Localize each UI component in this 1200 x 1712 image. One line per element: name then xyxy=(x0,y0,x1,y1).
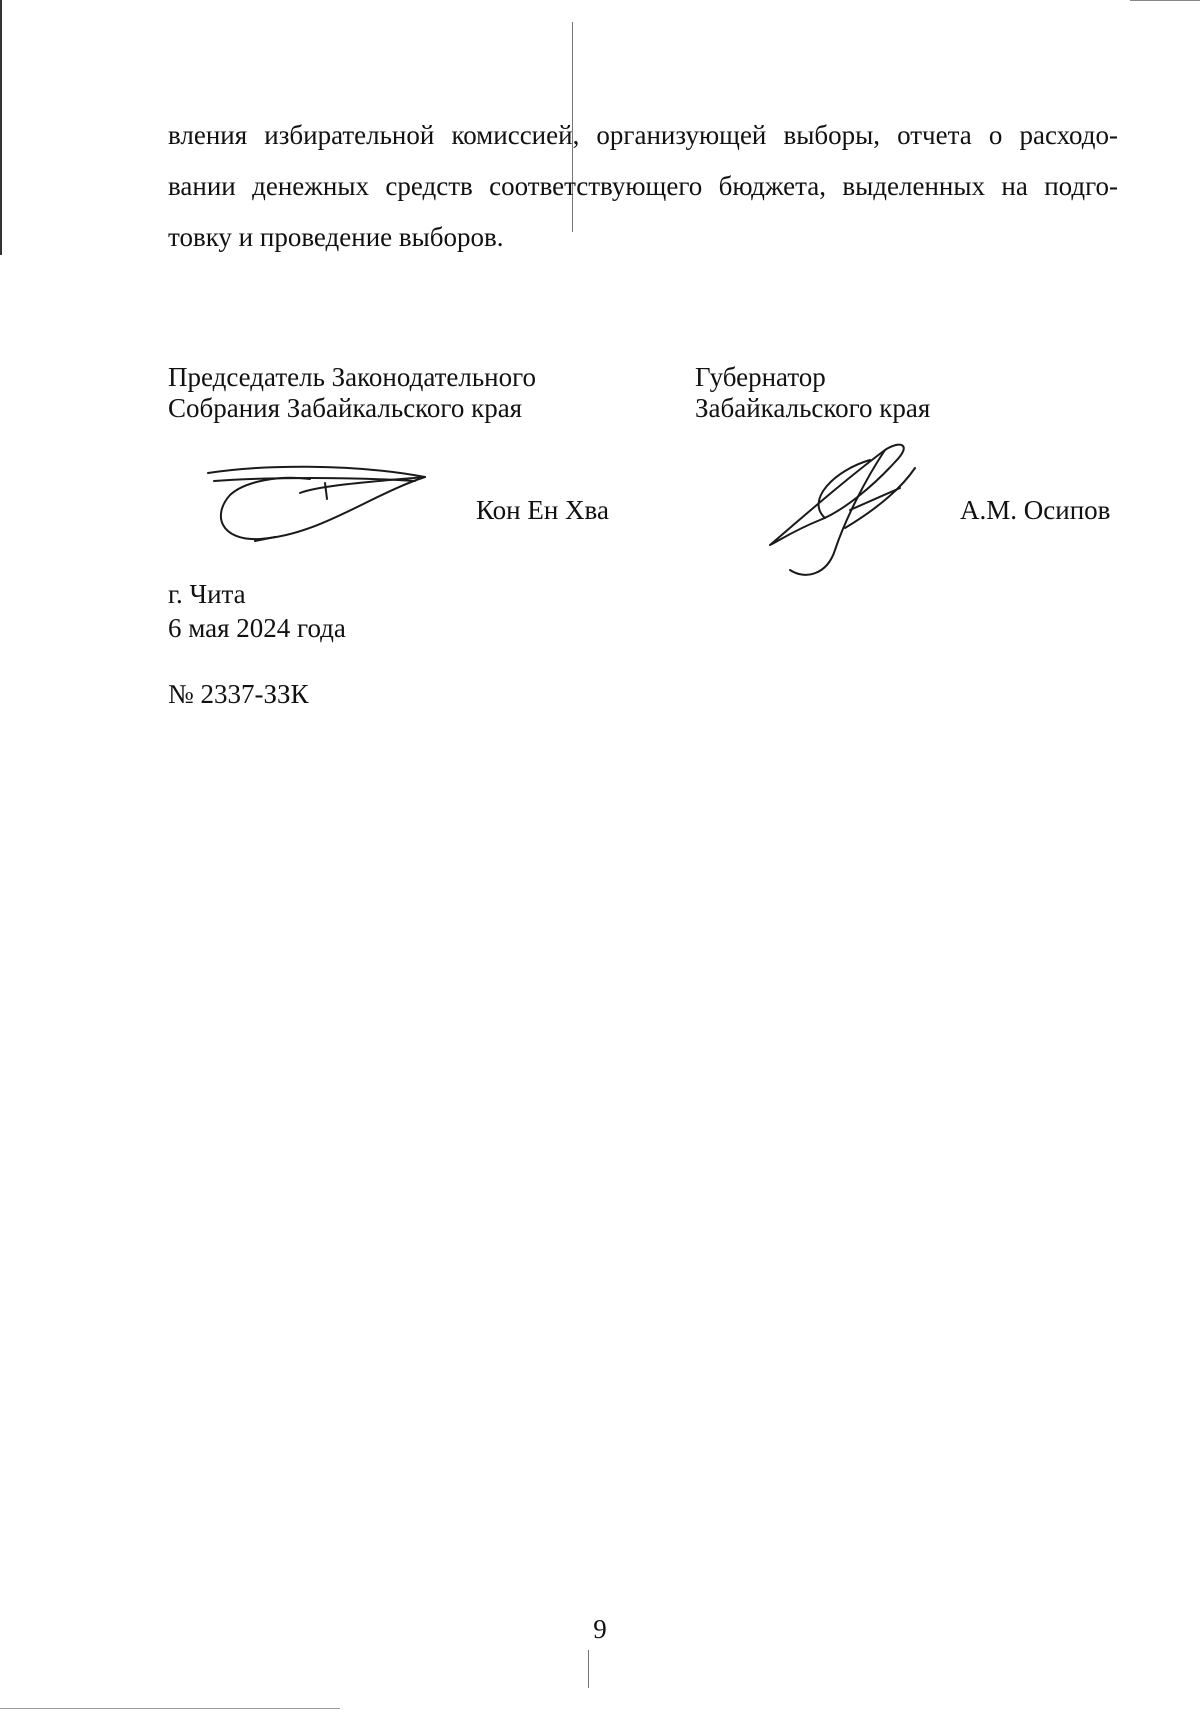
left-signatory-name: Кон Ен Хва xyxy=(476,495,609,525)
left-signatory-title-line1: Председатель Законодательного xyxy=(168,362,537,392)
body-line-2: вании денежных средств соответствующего бюджета, выделенных на подго- xyxy=(168,171,1118,201)
scan-left-edge-mark xyxy=(0,0,2,255)
left-signatory-title xyxy=(168,362,536,424)
body-paragraph xyxy=(168,110,1118,263)
right-signatory-title-line1: Губернатор xyxy=(695,362,826,392)
page-number: 9 xyxy=(593,1614,607,1644)
right-signatory-title xyxy=(695,362,930,424)
document-place: г. Чита xyxy=(168,579,246,609)
left-signatory-title-line2: Собрания Забайкальского края xyxy=(168,393,523,423)
scan-bottom-edge-mark xyxy=(0,1708,340,1709)
right-signatory-name: А.М. Осипов xyxy=(960,495,1111,525)
law-number: № 2337-ЗЗК xyxy=(168,679,309,709)
scan-fold-line-bottom xyxy=(588,1650,589,1688)
body-line-1: вления избирательной комиссией, организующей выборы, отчета о расходо- xyxy=(168,120,1118,150)
left-signature-image xyxy=(200,455,440,545)
scan-top-right-mark xyxy=(1130,0,1200,1)
right-signature-image xyxy=(765,440,935,585)
document-date: 6 мая 2024 года xyxy=(168,613,346,643)
right-signatory-title-line2: Забайкальского края xyxy=(695,393,931,423)
body-line-3: товку и проведение выборов. xyxy=(168,222,504,252)
